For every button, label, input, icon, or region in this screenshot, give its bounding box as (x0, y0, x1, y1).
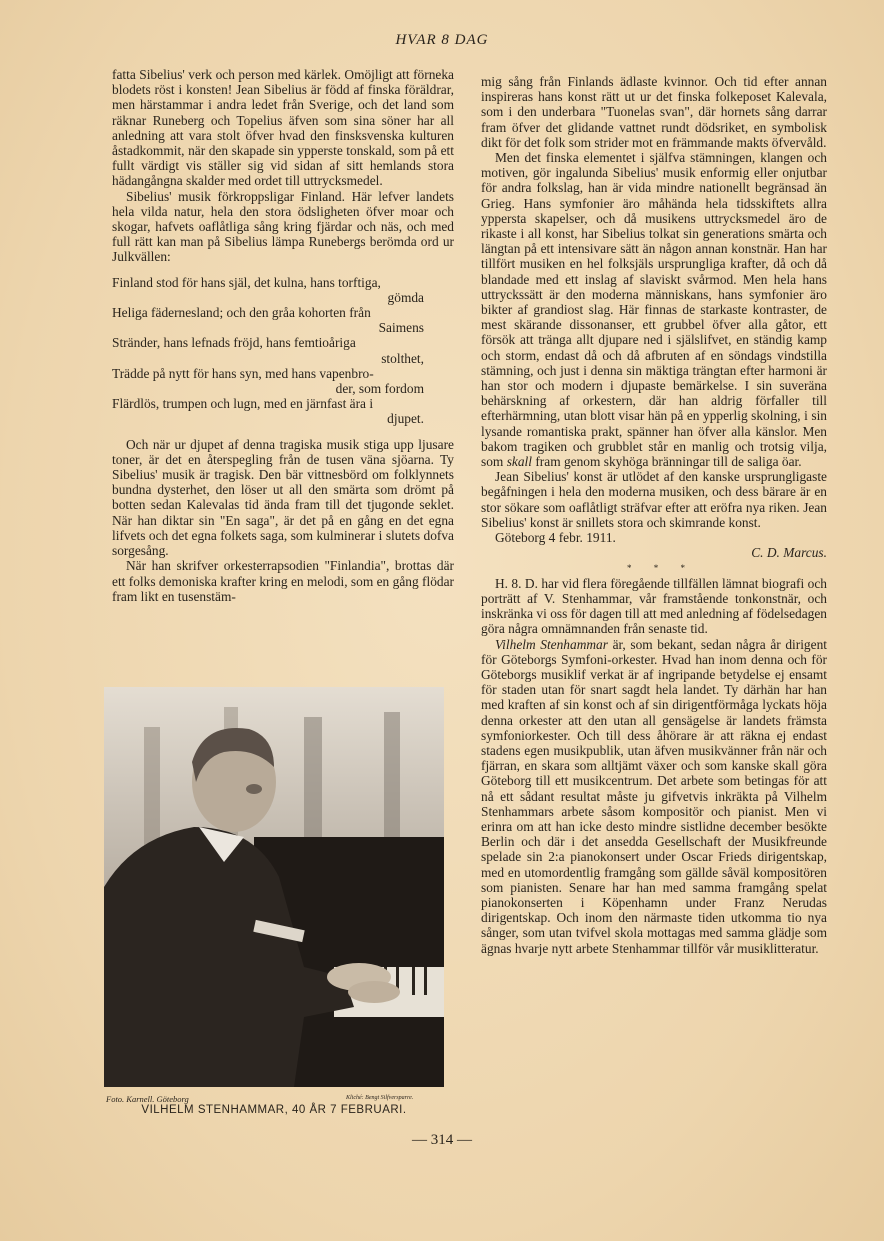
poem-line-continuation: djupet. (387, 411, 424, 427)
page-number: — 314 — (412, 1132, 472, 1148)
poem-line-continuation: Saimens (378, 320, 424, 336)
poem-line: Finland stod för hans själ, det kulna, hans torftiga, (112, 274, 381, 290)
portrait-photo (104, 687, 444, 1087)
paragraph: mig sång från Finlands ädlaste kvinnor. Och tid efter annan inspireras hans konst rätt ut ur det finska folkeposet Kalevala, som i den underbara "Tuonelas svan", där hornets sång darrar fram öfver det glidande vattnet rundt dödsriket, en symbolisk dikt för det folk som strider mot en främmande makts öfvervåld. (481, 74, 827, 150)
poem-line: Trädde på nytt för hans syn, med hans vapenbro- (112, 365, 374, 381)
portrait-illustration (104, 687, 444, 1087)
italic-word: skall (506, 454, 532, 470)
paragraph: Men det finska elementet i själfva stämningen, klangen och motiven, gör ingalunda Sibelius' musik enformig eller onjutbar för andra folkslag, han är vida mindre nationellt begränsad än Grieg. Hans symfonier äro måhända hela tidsskiftets allra yppersta skapelser, och då musikens uttrycksmedel äro de rikaste i all konst, har Sibelius tolkat sin generations smärta och längtan på ett intensivare sätt än någon annan konstnär. Han har tillfört musiken en hel folksjäls ursprungliga krafter, då och då blandade med ett inslag af slaviskt svårmod. Men hela hans uttryckssätt är den moderna människans, hans symfonier äro bikter af grandiost slag. Här finnas de starkaste kontraster, de mest skärande dissonanser, ett grubbel öfver alla gåtor, ett försök att tränga allt djupare ned i själslifvet, en ständig kamp och storm, endast då och då afbruten af en söndags vindstilla stämning, och just i denna sin mäktiga trängtan efter harmoni är han stor och modern i djupaste bemärkelse. I sin suveräna behärskning af orkestern, där han aldrig förfaller till efterhärmning, utan blott visar hän på en ypperlig skolning, i sin lysande romantiska prakt, spänner han öfver alla känslor. Men bakom tragiken och grubblet står en manlig och trotsig vilja, som skall fram genom skyhöga bränningar till de saliga öar. (481, 150, 827, 470)
photo-caption: VILHELM STENHAMMAR, 40 ÅR 7 FEBRUARI. (141, 1104, 407, 1116)
italic-name: Vilhelm Stenhammar (495, 636, 608, 652)
poem-line-continuation: der, som fordom (335, 381, 424, 397)
paragraph: Sibelius' musik förkroppsligar Finland. Här lefver landets hela vilda natur, hela den stora ödsligheten öfver moar och skogar, hafvets oaflåtliga sång kring fjärdar och näs, och med full rätt kan man på Sibelius lämpa Runebergs berömda ord ur Julkvällen: (112, 188, 454, 265)
engraving-credit: Kliché: Bengt Silfversparre. (346, 1095, 414, 1101)
left-column (112, 67, 454, 604)
paragraph: fatta Sibelius' verk och person med kärlek. Omöjligt att förneka blodets röst i konsten! Jean Sibelius är född af finska föräldrar, men härstammar i andra ledet från Sverige, och det land som räknar Runeberg och Topelius äfven som sina söner har all anledning att vara stolt öfver hvad den finsksvenska kulturen åstadkommit, när den skapade sin ypperste tonskald, som på ett fullt värdigt vis ställer sig vid sidan af sitt hemlands stora hädangångna skalder med ordet till uttrycksmedel. (112, 67, 454, 189)
poem-line-continuation: gömda (387, 289, 424, 305)
photo-credit: Foto. Karnell. Göteborg (106, 1094, 189, 1104)
paragraph: När han skrifver orkesterrapsodien "Finlandia", brottas där ett folks demoniska krafter kring en melodi, som en gång flödar fram likt en tusenstäm- (112, 558, 454, 604)
dateline: Göteborg 4 febr. 1911. (495, 530, 616, 546)
right-column (481, 74, 827, 956)
section-divider: * * * (627, 562, 695, 573)
paragraph: Och när ur djupet af denna tragiska musik stiga upp ljusare toner, är det en återspegling från de tusen väna sjöarna. Ty Sibelius' musik är tragisk. Den bär vittnesbörd om folklynnets bundna dysterhet, den löser ut all den smärta som drömt på botten sedan Kalevalas tid ända fram till det tjugonde seklet. När han diktar sin "En saga", är det på en gång en det egna lifvets och det egna folkets saga, som kulminerar i slutets dofva sorgesång. (112, 436, 454, 559)
poem-line: Flärdlös, trumpen och lugn, med en järnfast ära i (112, 396, 374, 412)
paragraph: H. 8. D. har vid flera föregående tillfällen lämnat biografi och porträtt af V. Stenhammar, vår framstående tonkonstnär, och inskränka vi oss för dagen till att med anledning af födelsedagen göra några omnämnanden från senaste tid. (481, 575, 827, 637)
poem-line: Heliga fädernesland; och den gråa kohorten från (112, 305, 371, 321)
running-header: HVAR 8 DAG (395, 32, 489, 48)
paragraph: Vilhelm Stenhammar är, som bekant, sedan några år dirigent för Göteborgs Symfoni-orkester. Hvad han inom denna och för Göteborgs musiklif verkat är af ingripande betydelse ej ensamt för staden utan för snart sagdt hela landet. Ty därhän har han med kraften af sin konst och af sin dirigentförmåga lyckats höja denna orkester att den utan all gensägelse är landets främsta symfoniorkester. Och till dess åhörare är att räkna ej endast stadens egen musikpublik, utan äfven musikvänner från när och fjärran, en skara som alltjämt växer och som kanske skall göra Göteborg till ett musikcentrum. Det arbete som betingas för att nå ett sådant resultat måste ju gifvetvis inkräkta på Vilhelm Stenhammars arbete såsom kompositör och pianist. Men vi erinra om att han icke desto mindre sistlidne december besökte Berlin och där i det ansedda Gesellschaft der Musikfreunde spelade sin 2:a pianokonsert under Oscar Frieds dirigentskap, med en utomordentlig framgång som gällde såväl kompositören som pianisten. Senare har han med samma framgång spelat pianokonserten i Köpenhamn under Franz Nerudas dirigentskap. Och inom den närmaste tiden utkomma tio nya sånger, som utan tvifvel skola mottagas med samma glädje som ägnas hvarje nytt arbete Stenhammar tillför vår musiklitteratur. (481, 636, 827, 956)
author-signature: C. D. Marcus. (751, 545, 827, 561)
paragraph: Jean Sibelius' konst är utlödet af den kanske ursprungligaste begåfningen i hela den moderna musiken, och dess bärare är en stor sökare som oaflåtligt sträfvar efter att eröfra nya riken. Jean Sibelius' konst är snillets stora och skimrande konst. (481, 469, 827, 530)
poem-line: Stränder, hans lefnads fröjd, hans femtioåriga (112, 335, 356, 351)
poem-line-continuation: stolthet, (381, 350, 424, 366)
poem-quote (112, 275, 454, 427)
